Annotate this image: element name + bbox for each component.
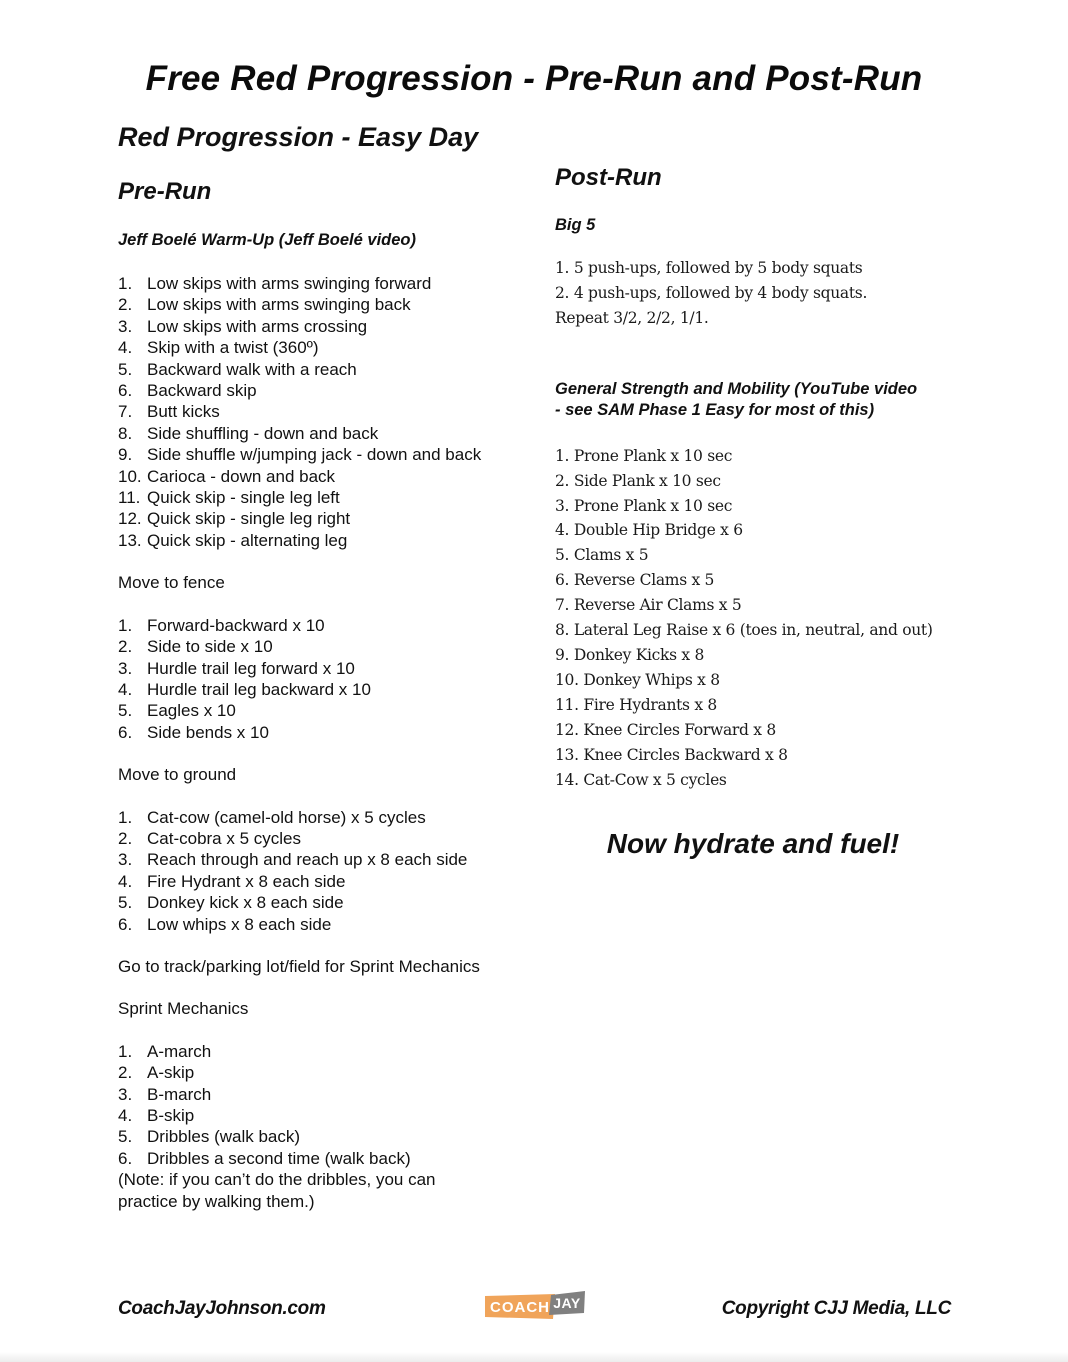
post-run-column <box>555 162 975 792</box>
list-item <box>118 1084 538 1105</box>
list-item-text: B-skip <box>147 1106 195 1125</box>
list-item: 14. Cat-Cow x 5 cycles <box>555 770 727 789</box>
list-item-number: 9. <box>118 445 133 465</box>
list-item-text: Fire Hydrant x 8 each side <box>147 871 346 891</box>
list-item-text: Low skips with arms crossing <box>147 316 368 336</box>
note-line: (Note: if you can’t do the dribbles, you can <box>118 1170 436 1190</box>
closing-message: Now hydrate and fuel! <box>606 828 900 859</box>
big5-list <box>555 256 975 331</box>
list-item-number: 4. <box>118 679 133 699</box>
list-item: 4. Double Hip Bridge x 6 <box>555 521 743 540</box>
fence-heading: Move to fence <box>118 573 225 593</box>
list-item-number: 7. <box>118 402 133 422</box>
list-item-number: 11. <box>118 488 141 508</box>
list-item-number: 12. <box>118 509 142 529</box>
list-item-text: A-march <box>147 1041 212 1061</box>
list-item: 2. 4 push-ups, followed by 4 body squats. <box>555 283 868 302</box>
list-item <box>118 700 538 721</box>
post-run-heading: Post-Run <box>555 164 662 191</box>
list-item-number: 6. <box>118 914 133 934</box>
list-item-text: Quick skip - alternating leg <box>147 530 348 550</box>
list-item <box>118 807 538 828</box>
ground-heading: Move to ground <box>118 765 237 785</box>
list-item: 2. Side Plank x 10 sec <box>555 471 721 490</box>
fence-list <box>118 615 538 743</box>
list-item-number: 4. <box>118 1106 133 1125</box>
warmup-heading: Jeff Boelé Warm-Up (Jeff Boelé video) <box>118 231 416 249</box>
list-item-text: Side bends x 10 <box>147 722 269 742</box>
list-item <box>118 615 538 636</box>
list-item: 1. Prone Plank x 10 sec <box>555 446 733 465</box>
list-item-number: 1. <box>118 807 133 827</box>
list-item-number: 4. <box>118 338 133 358</box>
svg-text:JAY: JAY <box>553 1295 581 1311</box>
list-item-text: Quick skip - single leg left <box>147 488 340 508</box>
list-item <box>118 914 538 935</box>
list-item-number: 2. <box>118 637 133 657</box>
svg-text:COACH: COACH <box>490 1299 550 1316</box>
list-item <box>118 1126 538 1147</box>
list-item-text: Side to side x 10 <box>147 637 273 657</box>
list-item: 5. Clams x 5 <box>555 546 649 565</box>
list-item-text: Dribbles a second time (walk back) <box>147 1148 411 1168</box>
list-item <box>118 508 538 529</box>
list-item-number: 3. <box>118 658 133 678</box>
page-edge-shadow <box>0 1352 1068 1362</box>
list-item-number: 1. <box>118 615 133 635</box>
list-item: Repeat 3/2, 2/2, 1/1. <box>555 308 709 327</box>
list-item <box>118 849 538 870</box>
list-item-text: Eagles x 10 <box>147 701 236 721</box>
list-item: 13. Knee Circles Backward x 8 <box>555 745 788 764</box>
list-item <box>118 337 538 358</box>
list-item <box>118 359 538 380</box>
list-item: 10. Donkey Whips x 8 <box>555 670 720 689</box>
strength-heading: - see SAM Phase 1 Easy for most of this) <box>555 400 875 419</box>
list-item-number: 3. <box>118 1084 133 1104</box>
ground-list <box>118 807 538 935</box>
list-item-text: Butt kicks <box>147 402 220 422</box>
list-item-text: Cat-cobra x 5 cycles <box>147 828 301 848</box>
list-item <box>118 380 538 401</box>
list-item-number: 6. <box>118 1148 133 1168</box>
list-item-text: Low skips with arms swinging forward <box>147 274 432 293</box>
list-item-text: Cat-cow (camel-old horse) x 5 cycles <box>147 807 426 827</box>
list-item-number: 13. <box>118 530 142 550</box>
list-item <box>118 401 538 422</box>
list-item-text: Quick skip - single leg right <box>147 509 351 529</box>
list-item: 9. Donkey Kicks x 8 <box>555 645 705 664</box>
list-item <box>118 871 538 892</box>
list-item <box>118 466 538 487</box>
list-item: 6. Reverse Clams x 5 <box>555 571 715 590</box>
list-item-number: 10. <box>118 466 142 486</box>
list-item-text: Hurdle trail leg forward x 10 <box>147 658 355 678</box>
pre-run-heading: Pre-Run <box>118 178 212 205</box>
list-item-text: Backward skip <box>147 381 257 401</box>
list-item-number: 3. <box>118 316 133 336</box>
list-item <box>118 487 538 508</box>
list-item-number: 4. <box>118 871 133 891</box>
list-item: 1. 5 push-ups, followed by 5 body squats <box>555 259 863 277</box>
warmup-list <box>118 273 538 551</box>
pre-run-column <box>118 176 538 1212</box>
list-item-text: B-march <box>147 1084 212 1104</box>
list-item-text: Low whips x 8 each side <box>147 914 332 934</box>
list-item <box>118 423 538 444</box>
list-item-number: 2. <box>118 1063 133 1083</box>
sprint-list <box>118 1041 538 1169</box>
big5-heading: Big 5 <box>555 216 596 234</box>
list-item-number: 6. <box>118 722 133 742</box>
list-item <box>118 892 538 913</box>
list-item <box>118 530 538 551</box>
list-item <box>118 658 538 679</box>
strength-heading: General Strength and Mobility (YouTube video <box>555 379 918 398</box>
list-item <box>118 273 538 294</box>
list-item <box>118 1062 538 1083</box>
list-item-number: 1. <box>118 1041 133 1061</box>
list-item-text: Side shuffle w/jumping jack - down and back <box>147 445 482 465</box>
list-item-text: Backward walk with a reach <box>147 359 357 379</box>
list-item <box>118 1148 538 1169</box>
note-line: practice by walking them.) <box>118 1191 315 1211</box>
copyright-text: Copyright CJJ Media, LLC <box>721 1298 951 1319</box>
list-item <box>118 316 538 337</box>
list-item-number: 6. <box>118 381 133 401</box>
list-item <box>118 294 538 315</box>
list-item-number: 5. <box>118 701 133 721</box>
list-item-text: Forward-backward x 10 <box>147 615 325 635</box>
list-item <box>118 828 538 849</box>
sprint-heading: Sprint Mechanics <box>118 999 249 1019</box>
list-item-number: 5. <box>118 893 133 913</box>
website-link[interactable]: CoachJayJohnson.com <box>118 1298 326 1319</box>
list-item-number: 1. <box>118 274 133 293</box>
list-item <box>118 1105 538 1126</box>
list-item-text: Side shuffling - down and back <box>147 423 379 443</box>
list-item-number: 2. <box>118 295 133 315</box>
list-item: 8. Lateral Leg Raise x 6 (toes in, neutral, and out) <box>555 621 933 640</box>
list-item: 3. Prone Plank x 10 sec <box>555 496 733 515</box>
page-title: Free Red Progression - Pre-Run and Post-Run <box>145 59 923 98</box>
list-item: 12. Knee Circles Forward x 8 <box>555 720 776 739</box>
list-item <box>118 722 538 743</box>
strength-list <box>555 444 975 793</box>
track-instruction: Go to track/parking lot/field for Sprint Mechanics <box>118 956 480 976</box>
list-item: 7. Reverse Air Clams x 5 <box>555 596 742 615</box>
list-item-number: 2. <box>118 828 133 848</box>
list-item-text: Skip with a twist (360º) <box>147 338 319 358</box>
page-subtitle: Red Progression - Easy Day <box>118 122 479 152</box>
list-item <box>118 679 538 700</box>
list-item <box>118 636 538 657</box>
list-item-number: 3. <box>118 850 133 870</box>
list-item <box>118 444 538 465</box>
list-item-text: Carioca - down and back <box>147 466 336 486</box>
list-item-text: Dribbles (walk back) <box>147 1127 301 1147</box>
list-item-number: 8. <box>118 423 133 443</box>
list-item-text: Hurdle trail leg backward x 10 <box>147 679 371 699</box>
list-item-number: 5. <box>118 359 133 379</box>
coach-jay-logo <box>485 1291 585 1319</box>
list-item-text: Low skips with arms swinging back <box>147 295 411 315</box>
list-item-text: Donkey kick x 8 each side <box>147 893 344 913</box>
list-item-number: 5. <box>118 1127 133 1147</box>
list-item-text: Reach through and reach up x 8 each side <box>147 850 468 870</box>
list-item <box>118 1041 538 1062</box>
list-item: 11. Fire Hydrants x 8 <box>555 695 717 714</box>
list-item-text: A-skip <box>147 1063 195 1083</box>
